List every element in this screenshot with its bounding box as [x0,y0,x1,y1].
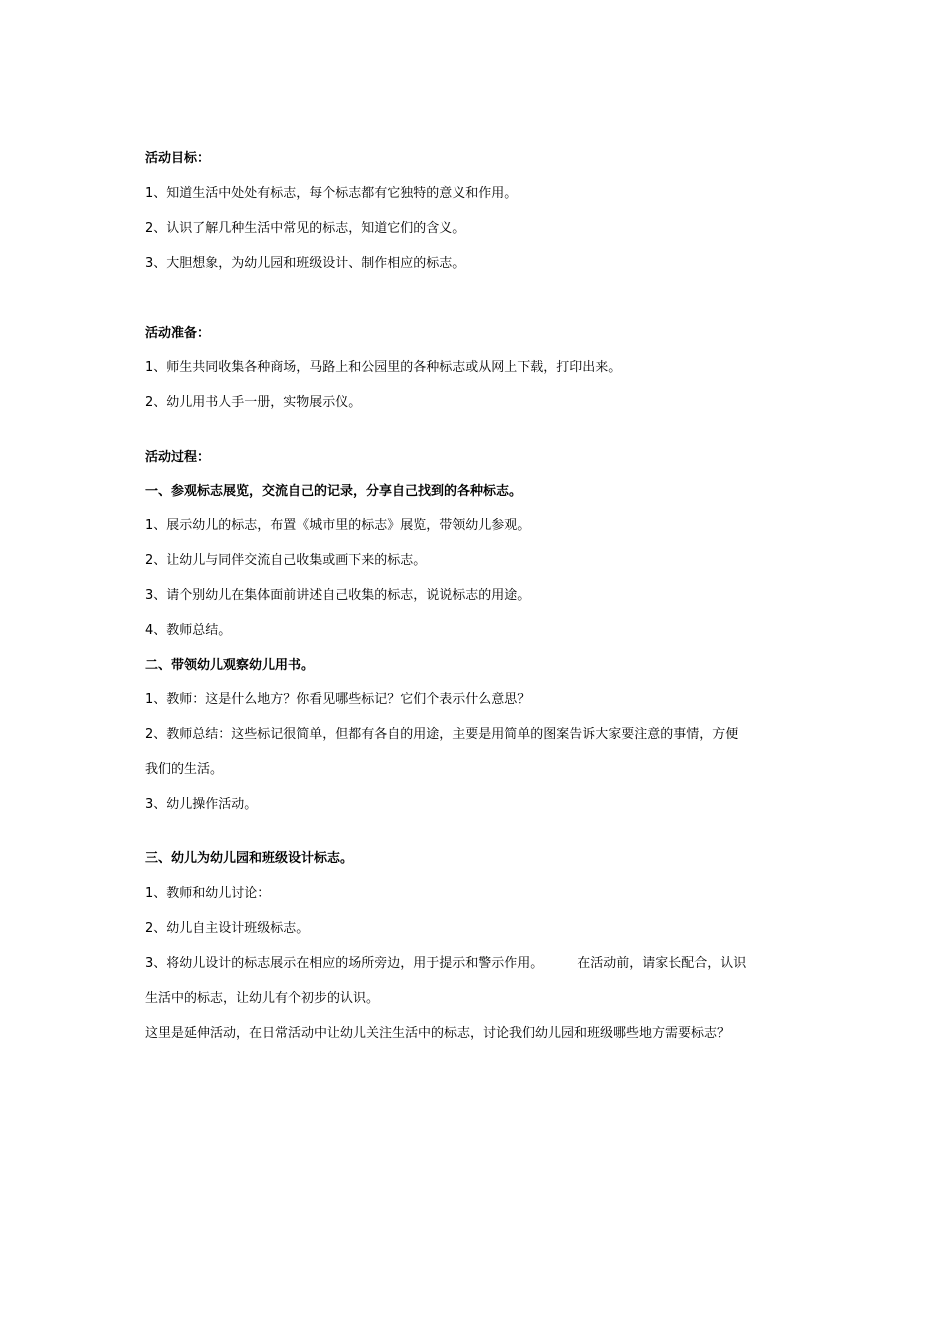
section1-item-4: 4、教师总结。 [145,623,232,638]
parent-note: 在活动前，请家长配合，认识 [577,956,747,971]
parent-note-cont: 生活中的标志，让幼儿有个初步的认识。 [145,991,380,1006]
section2-title: 二、带领幼儿观察幼儿用书。 [145,658,315,673]
goals-heading: 活动目标： [145,151,211,166]
prep-item-2: 2、幼儿用书人手一册，实物展示仪。 [145,395,362,410]
section3-item-2: 2、幼儿自主设计班级标志。 [145,921,310,936]
section2-item-1: 1、教师：这是什么地方？你看见哪些标记？它们个表示什么意思？ [145,692,531,707]
section3-item-3: 3、将幼儿设计的标志展示在相应的场所旁边，用于提示和警示作用。 [145,956,544,971]
goal-item-3: 3、大胆想象，为幼儿园和班级设计、制作相应的标志。 [145,256,466,271]
section1-item-1: 1、展示幼儿的标志，布置《城市里的标志》展览，带领幼儿参观。 [145,518,531,533]
section3-title: 三、幼儿为幼儿园和班级设计标志。 [145,851,354,866]
goal-item-2: 2、认识了解几种生活中常见的标志，知道它们的含义。 [145,221,466,236]
extension-activity: 这里是延伸活动，在日常活动中让幼儿关注生活中的标志，讨论我们幼儿园和班级哪些地方需要标志？ [145,1026,731,1041]
section2-item-2: 2、教师总结：这些标记很简单，但都有各自的用途，主要是用简单的图案告诉大家要注意的事情，方便 [145,727,739,742]
section2-item-2-cont: 我们的生活。 [145,762,224,777]
goal-item-1: 1、知道生活中处处有标志，每个标志都有它独特的意义和作用。 [145,186,518,201]
prep-item-1: 1、师生共同收集各种商场，马路上和公园里的各种标志或从网上下载，打印出来。 [145,360,622,375]
section1-title: 一、参观标志展览，交流自己的记录，分享自己找到的各种标志。 [145,484,523,499]
section1-item-3: 3、请个别幼儿在集体面前讲述自己收集的标志，说说标志的用途。 [145,588,531,603]
prep-heading: 活动准备： [145,326,211,341]
section1-item-2: 2、让幼儿与同伴交流自己收集或画下来的标志。 [145,553,427,568]
section2-item-3: 3、幼儿操作活动。 [145,797,258,812]
section3-item-1: 1、教师和幼儿讨论： [145,886,271,901]
process-heading: 活动过程： [145,450,211,465]
section3-item-3-row [145,955,805,973]
